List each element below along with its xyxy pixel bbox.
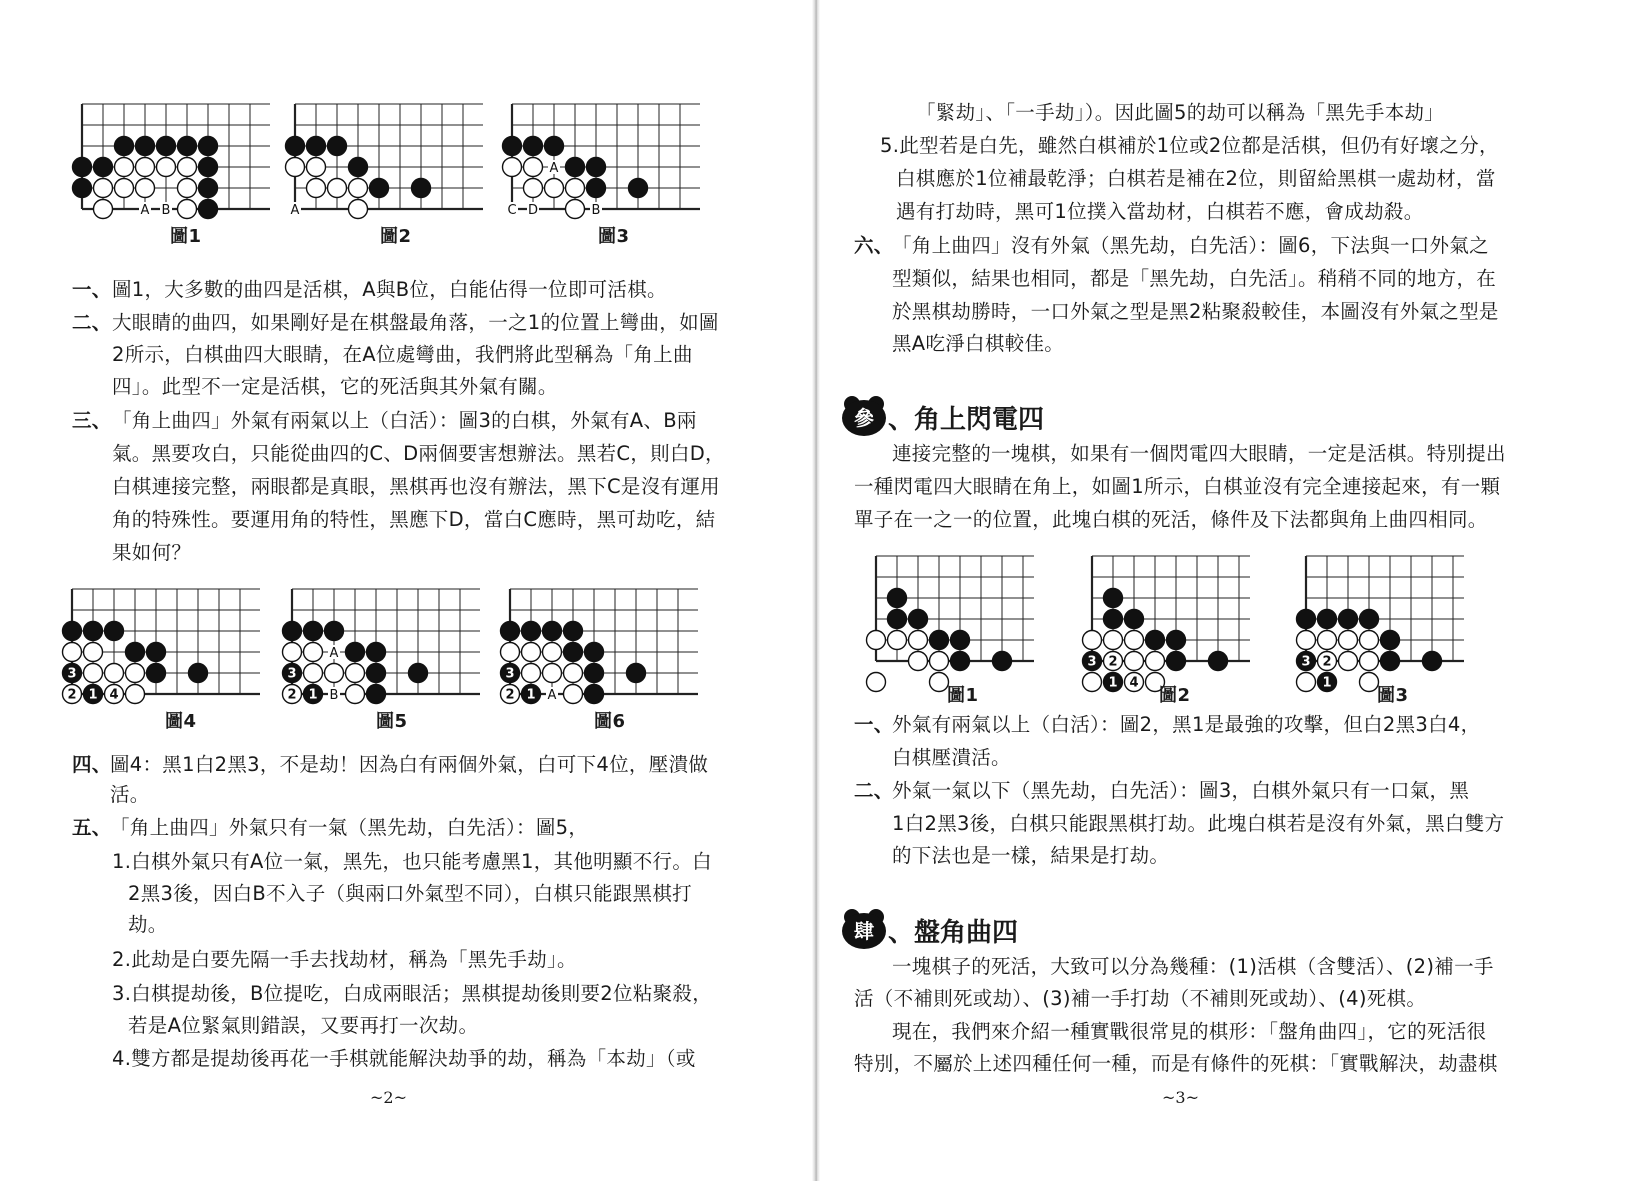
white-stone bbox=[346, 664, 365, 683]
stone-move-number: 2 bbox=[505, 687, 515, 703]
section3-marker-2: 二、 bbox=[854, 779, 894, 802]
stone-move-number: 1 bbox=[88, 687, 98, 703]
black-stone bbox=[1423, 652, 1442, 671]
black-stone bbox=[367, 643, 386, 662]
point-label: B bbox=[591, 203, 601, 218]
stone-move-number: 2 bbox=[1322, 654, 1332, 670]
para-marker-6: 六、 bbox=[854, 234, 894, 257]
stone-move-number: 1 bbox=[308, 687, 318, 703]
stone-move-number: 1 bbox=[1322, 675, 1332, 691]
go-diagram-4 bbox=[60, 583, 260, 701]
para-marker-5: 五、 bbox=[72, 816, 112, 839]
black-stone bbox=[888, 589, 907, 608]
point-label: D bbox=[527, 203, 539, 218]
point-label: A bbox=[329, 646, 339, 661]
text-line: 劫。 bbox=[128, 913, 168, 936]
white-stone bbox=[126, 664, 145, 683]
white-stone bbox=[1146, 652, 1165, 671]
black-stone bbox=[524, 137, 543, 156]
black-stone bbox=[84, 622, 103, 641]
go-diagram-r2 bbox=[1080, 550, 1250, 691]
go-diagram-3 bbox=[500, 98, 700, 216]
go-diagram-r3 bbox=[1294, 550, 1464, 691]
white-stone bbox=[566, 179, 585, 198]
text-line: 「角上曲四」外氣只有一氣（黑先劫，白先活）：圖5， bbox=[110, 816, 589, 839]
text-line: 特別，不屬於上述四種任何一種，而是有條件的死棋：「實戰解決，劫盡棋 bbox=[854, 1052, 1498, 1075]
black-stone bbox=[307, 137, 326, 156]
black-stone bbox=[1360, 610, 1379, 629]
white-stone bbox=[522, 664, 541, 683]
black-stone bbox=[951, 652, 970, 671]
text-line: 白棋應於1位補最乾淨；白棋若是補在2位，則留給黑棋一處劫材，當 bbox=[896, 167, 1496, 190]
white-stone bbox=[543, 643, 562, 662]
black-stone bbox=[522, 622, 541, 641]
white-stone bbox=[909, 631, 928, 650]
text-line: 現在，我們來介紹一種實戰很常見的棋形：「盤角曲四」，它的死活很 bbox=[892, 1020, 1487, 1043]
black-stone bbox=[286, 137, 305, 156]
white-stone bbox=[501, 643, 520, 662]
stone-move-number: 3 bbox=[67, 666, 77, 682]
black-stone bbox=[367, 685, 386, 704]
point-label: C bbox=[507, 203, 517, 218]
black-stone bbox=[409, 664, 428, 683]
figure-caption-4: 圖4 bbox=[165, 711, 197, 732]
black-stone bbox=[63, 622, 82, 641]
text-line: 2.此劫是白要先隔一手去找劫材，稱為「黑先手劫」。 bbox=[112, 948, 577, 971]
white-stone bbox=[304, 643, 323, 662]
black-stone bbox=[189, 664, 208, 683]
white-stone bbox=[888, 631, 907, 650]
go-diagram-r1 bbox=[864, 550, 1034, 670]
black-stone bbox=[178, 137, 197, 156]
black-stone bbox=[587, 158, 606, 177]
text-line: 一種閃電四大眼睛在角上，如圖1所示，白棋並沒有完全連接起來，有一顆 bbox=[854, 475, 1501, 498]
white-stone bbox=[545, 179, 564, 198]
white-stone bbox=[524, 179, 543, 198]
point-label: A bbox=[140, 203, 150, 218]
white-stone bbox=[307, 179, 326, 198]
left-page bbox=[0, 0, 812, 1181]
white-stone bbox=[349, 179, 368, 198]
white-stone bbox=[94, 200, 113, 219]
black-stone bbox=[349, 158, 368, 177]
white-stone bbox=[564, 664, 583, 683]
text-line: 單子在一之一的位置，此塊白棋的死活，條件及下法都與角上曲四相同。 bbox=[854, 508, 1488, 531]
black-stone bbox=[126, 643, 145, 662]
black-stone bbox=[564, 643, 583, 662]
figure-caption-5: 圖5 bbox=[376, 711, 408, 732]
black-stone bbox=[1209, 652, 1228, 671]
black-stone bbox=[566, 158, 585, 177]
black-stone bbox=[412, 179, 431, 198]
black-stone bbox=[73, 179, 92, 198]
text-line: 角的特殊性。要運用角的特性，黑應下D，當白C應時，黑可劫吃，結 bbox=[112, 508, 716, 531]
black-stone bbox=[930, 631, 949, 650]
text-line: 於黑棋劫勝時，一口外氣之型是黑2粘聚殺較佳，本圖沒有外氣之型是 bbox=[892, 300, 1499, 323]
black-stone bbox=[585, 685, 604, 704]
stone-move-number: 4 bbox=[1129, 675, 1139, 691]
black-stone bbox=[367, 664, 386, 683]
text-line: 活。 bbox=[110, 783, 150, 806]
white-stone bbox=[349, 200, 368, 219]
black-stone bbox=[564, 622, 583, 641]
stone-move-number: 1 bbox=[1108, 675, 1118, 691]
figure-caption-2: 圖2 bbox=[380, 226, 412, 247]
white-stone bbox=[325, 664, 344, 683]
black-stone bbox=[346, 643, 365, 662]
white-stone bbox=[1083, 631, 1102, 650]
para-marker-1: 一、 bbox=[72, 278, 112, 301]
black-stone bbox=[199, 137, 218, 156]
figure-caption-r3: 圖3 bbox=[1377, 685, 1409, 706]
go-diagram-5 bbox=[280, 583, 480, 701]
page-number-right: ~3~ bbox=[1162, 1088, 1199, 1107]
black-stone bbox=[94, 158, 113, 177]
point-label: B bbox=[161, 203, 171, 218]
white-stone bbox=[178, 158, 197, 177]
white-stone bbox=[1360, 673, 1379, 692]
text-line: 黑A吃淨白棋較佳。 bbox=[892, 332, 1065, 355]
black-stone bbox=[1297, 610, 1316, 629]
text-line: 3.白棋提劫後，B位提吃，白成兩眼活；黑棋提劫後則要2位粘聚殺， bbox=[112, 982, 712, 1005]
black-stone bbox=[370, 179, 389, 198]
stone-move-number: 3 bbox=[1301, 654, 1311, 670]
text-line: 圖4：黑1白2黑3，不是劫！因為白有兩個外氣，白可下4位，壓潰做 bbox=[110, 753, 709, 776]
go-diagram-6 bbox=[498, 583, 698, 701]
white-stone bbox=[1297, 673, 1316, 692]
white-stone bbox=[867, 673, 886, 692]
text-line: 氣。黑要攻白，只能從曲四的C、D兩個要害想辦法。黑若C，則白D， bbox=[112, 442, 725, 465]
para-marker-2: 二、 bbox=[72, 311, 112, 334]
stone-move-number: 2 bbox=[287, 687, 297, 703]
black-stone bbox=[1167, 631, 1186, 650]
black-stone bbox=[304, 622, 323, 641]
text-line: 1.白棋外氣只有A位一氣，黑先，也只能考慮黑1，其他明顯不行。白 bbox=[112, 850, 712, 873]
black-stone bbox=[1339, 610, 1358, 629]
text-line: 型類似，結果也相同，都是「黑先劫，白先活」。稍稍不同的地方，在 bbox=[892, 267, 1497, 290]
text-line: 「角上曲四」外氣有兩氣以上（白活）：圖3的白棋，外氣有A、B兩 bbox=[112, 409, 697, 432]
black-stone bbox=[909, 610, 928, 629]
black-stone bbox=[1104, 610, 1123, 629]
stone-move-number: 3 bbox=[1087, 654, 1097, 670]
black-stone bbox=[503, 137, 522, 156]
white-stone bbox=[1125, 631, 1144, 650]
white-stone bbox=[1339, 631, 1358, 650]
white-stone bbox=[1360, 652, 1379, 671]
figure-caption-1: 圖1 bbox=[170, 226, 202, 247]
book-spine bbox=[812, 0, 820, 1181]
white-stone bbox=[930, 673, 949, 692]
black-stone bbox=[545, 137, 564, 156]
white-stone bbox=[63, 643, 82, 662]
black-stone bbox=[1146, 631, 1165, 650]
text-line: 「緊劫」、「一手劫」）。因此圖5的劫可以稱為「黑先手本劫」 bbox=[916, 101, 1445, 124]
white-stone bbox=[867, 631, 886, 650]
point-label: B bbox=[329, 688, 339, 703]
para-marker-3: 三、 bbox=[72, 409, 112, 432]
figure-caption-6: 圖6 bbox=[594, 711, 626, 732]
black-stone bbox=[147, 664, 166, 683]
stone-move-number: 1 bbox=[526, 687, 536, 703]
section3-marker-1: 一、 bbox=[854, 713, 894, 736]
white-stone bbox=[1297, 631, 1316, 650]
text-line: 5.此型若是白先，雖然白棋補於1位或2位都是活棋，但仍有好壞之分， bbox=[880, 134, 1499, 157]
stone-move-number: 2 bbox=[1108, 654, 1118, 670]
white-stone bbox=[283, 643, 302, 662]
black-stone bbox=[1318, 610, 1337, 629]
figure-caption-3: 圖3 bbox=[598, 226, 630, 247]
white-stone bbox=[909, 652, 928, 671]
black-stone bbox=[199, 200, 218, 219]
para-marker-4: 四、 bbox=[72, 753, 112, 776]
black-stone bbox=[1104, 589, 1123, 608]
stone-move-number: 4 bbox=[109, 687, 119, 703]
text-line: 2黑3後，因白B不入子（與兩口外氣型不同），白棋只能跟黑棋打 bbox=[128, 882, 692, 905]
text-line: 果如何？ bbox=[112, 541, 192, 564]
text-line: 4.雙方都是提劫後再花一手棋就能解決劫爭的劫，稱為「本劫」（或 bbox=[112, 1047, 696, 1070]
section-badge-3: 參 bbox=[842, 396, 886, 436]
text-line: 大眼睛的曲四，如果剛好是在棋盤最角落，一之1的位置上彎曲，如圖 bbox=[112, 311, 719, 334]
white-stone bbox=[286, 158, 305, 177]
text-line: 若是A位緊氣則錯誤，又要再打一次劫。 bbox=[128, 1014, 479, 1037]
black-stone bbox=[73, 158, 92, 177]
text-line: 外氣有兩氣以上（白活）：圖2，黑1是最強的攻擊，但白2黑3白4， bbox=[892, 713, 1481, 736]
white-stone bbox=[930, 652, 949, 671]
black-stone bbox=[199, 158, 218, 177]
white-stone bbox=[1360, 631, 1379, 650]
figure-caption-r2: 圖2 bbox=[1159, 685, 1191, 706]
white-stone bbox=[178, 179, 197, 198]
white-stone bbox=[1104, 631, 1123, 650]
white-stone bbox=[84, 643, 103, 662]
white-stone bbox=[522, 643, 541, 662]
black-stone bbox=[325, 622, 344, 641]
black-stone bbox=[283, 622, 302, 641]
point-label: A bbox=[290, 203, 300, 218]
section-badge-4: 肆 bbox=[842, 909, 886, 949]
black-stone bbox=[1381, 652, 1400, 671]
page-number-left: ~2~ bbox=[370, 1088, 407, 1107]
white-stone bbox=[136, 179, 155, 198]
white-stone bbox=[346, 685, 365, 704]
text-line: 圖1，大多數的曲四是活棋，A與B位，白能佔得一位即可活棋。 bbox=[112, 278, 667, 301]
black-stone bbox=[629, 179, 648, 198]
point-label: A bbox=[549, 161, 559, 176]
white-stone bbox=[564, 685, 583, 704]
black-stone bbox=[501, 622, 520, 641]
white-stone bbox=[1339, 652, 1358, 671]
black-stone bbox=[136, 137, 155, 156]
section-title-3: 、角上閃電四 bbox=[888, 405, 1045, 435]
black-stone bbox=[543, 622, 562, 641]
text-line: 白棋連接完整，兩眼都是真眼，黑棋再也沒有辦法，黑下C是沒有運用 bbox=[112, 475, 720, 498]
text-line: 白棋壓潰活。 bbox=[892, 746, 1011, 769]
black-stone bbox=[115, 137, 134, 156]
black-stone bbox=[587, 179, 606, 198]
white-stone bbox=[503, 158, 522, 177]
stone-move-number: 3 bbox=[287, 666, 297, 682]
white-stone bbox=[157, 158, 176, 177]
black-stone bbox=[888, 610, 907, 629]
white-stone bbox=[105, 664, 124, 683]
stone-move-number: 2 bbox=[67, 687, 77, 703]
white-stone bbox=[1318, 631, 1337, 650]
black-stone bbox=[951, 631, 970, 650]
black-stone bbox=[627, 664, 646, 683]
white-stone bbox=[94, 179, 113, 198]
text-line: 連接完整的一塊棋，如果有一個閃電四大眼睛，一定是活棋。特別提出 bbox=[892, 442, 1506, 465]
white-stone bbox=[126, 685, 145, 704]
white-stone bbox=[115, 158, 134, 177]
section-title-4: 、盤角曲四 bbox=[888, 918, 1019, 948]
text-line: 2所示，白棋曲四大眼睛，在A位處彎曲，我們將此型稱為「角上曲 bbox=[112, 343, 693, 366]
black-stone bbox=[147, 643, 166, 662]
white-stone bbox=[178, 200, 197, 219]
stone-move-number: 3 bbox=[505, 666, 515, 682]
text-line: 活（不補則死或劫）、(3)補一手打劫（不補則死或劫）、(4)死棋。 bbox=[854, 987, 1427, 1010]
white-stone bbox=[307, 158, 326, 177]
go-diagram-2 bbox=[283, 98, 483, 216]
white-stone bbox=[1083, 673, 1102, 692]
black-stone bbox=[1167, 652, 1186, 671]
white-stone bbox=[524, 158, 543, 177]
black-stone bbox=[1125, 610, 1144, 629]
figure-caption-r1: 圖1 bbox=[947, 685, 979, 706]
white-stone bbox=[115, 179, 134, 198]
text-line: 1白2黑3後，白棋只能跟黑棋打劫。此塊白棋若是沒有外氣，黑白雙方 bbox=[892, 812, 1505, 835]
black-stone bbox=[105, 622, 124, 641]
go-diagram-1 bbox=[70, 98, 270, 216]
white-stone bbox=[566, 200, 585, 219]
black-stone bbox=[585, 664, 604, 683]
white-stone bbox=[304, 664, 323, 683]
text-line: 外氣一氣以下（黑先劫，白先活）：圖3，白棋外氣只有一口氣，黑 bbox=[892, 779, 1470, 802]
white-stone bbox=[136, 158, 155, 177]
black-stone bbox=[585, 643, 604, 662]
text-line: 四」。此型不一定是活棋，它的死活與其外氣有關。 bbox=[112, 375, 558, 398]
text-line: 遇有打劫時，黑可1位撲入當劫材，白棋若不應，會成劫殺。 bbox=[896, 200, 1424, 223]
black-stone bbox=[328, 137, 347, 156]
text-line: 一塊棋子的死活，大致可以分為幾種：(1)活棋（含雙活）、(2)補一手 bbox=[892, 955, 1494, 978]
white-stone bbox=[84, 664, 103, 683]
black-stone bbox=[199, 179, 218, 198]
point-label: A bbox=[547, 688, 557, 703]
black-stone bbox=[993, 652, 1012, 671]
right-page bbox=[820, 0, 1636, 1181]
black-stone bbox=[157, 137, 176, 156]
black-stone bbox=[1381, 631, 1400, 650]
white-stone bbox=[1125, 652, 1144, 671]
text-line: 的下法也是一樣，結果是打劫。 bbox=[892, 844, 1170, 867]
white-stone bbox=[328, 179, 347, 198]
text-line: 「角上曲四」沒有外氣（黑先劫，白先活）：圖6，下法與一口外氣之 bbox=[892, 234, 1489, 257]
white-stone bbox=[543, 664, 562, 683]
